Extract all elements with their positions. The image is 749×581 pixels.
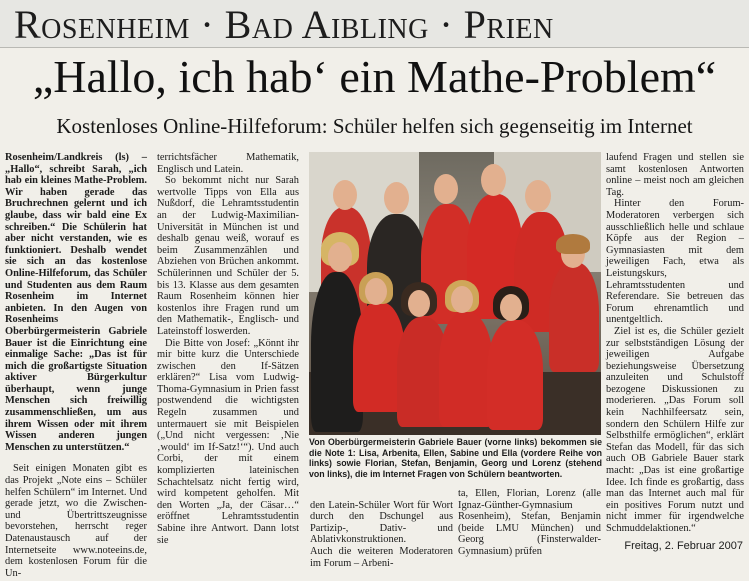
article-paragraph: Seit einigen Monaten gibt es das Projekt „Note eins – Schüler helfen Schülern“ im Internet. Und gerade jetzt, wo die Zwischen- und Übertrittszeugnisse bevorstehen, herrscht reger Datenaustausch auf der Internetseite www.noteeins.de, dem kostenlosen Forum für die Un-	[5, 463, 147, 579]
photo-head	[500, 294, 522, 321]
article-paragraph: den Latein-Schüler Wort für Wort durch den Dschungel aus Partizip-, Dativ- und Ablativkonstruktionen. Auch die weiteren Moderatoren im Forum – Arbeni-	[310, 499, 453, 569]
article-paragraph: So bekommt nicht nur Sarah wertvolle Tipps von Ella aus Nußdorf, die Lehramtsstudentin an der Ludwig-Maximilian-Universität in München ist und deshalb genau weiß, worauf es beim Zusammenzählen und Abziehen von Brüchen ankommt. Schülerinnen und Schüler der 5. bis 13. Klasse aus dem gesamten Raum Rosenheim können hier kostenlos ihre Fragen rund um den Mathematik-, Englisch- und Lateinstoff loswerden.	[157, 175, 299, 337]
photo-hair	[556, 234, 590, 254]
photo-head	[384, 182, 409, 214]
article-paragraph: Ziel ist es, die Schüler gezielt zur selbstständigen Lösung der jeweiligen Aufgabe beziehungsweise Übersetzung anzuleiten und Schulstoff bezogene Diskussionen zu moderieren. „Das Forum soll kein Nachhilfeersatz sein, sondern den Schülern Hilfe zur Selbsthilfe ermöglichen“, erklärt Stefan das Modell, für das sich auch OB Gabriele Bauer stark macht: „Das ist eine großartige Idee. Ich finde es großartig, dass man das Internet auch mal für ein positives Forum nutzt und nicht immer für irgendwelche Schmuddelaktionen.“	[606, 325, 744, 534]
article-lead: Rosenheim/Landkreis (ls) – „Hallo“, schreibt Sarah, „ich hab ein kleines Mathe-Problem. Wir haben gerade das Bruchrechnen gelernt und ich glaube, dass wir bald eine Ex schreiben.“ Die Schülerin hat aber nicht verstanden, wie es funktioniert. Deshalb wendet sie sich an das kostenlose Online-Hilfeforum, das Schüler und Studenten aus dem Raum Rosenheim im Internet anbieten. In den Augen von Rosenheims Oberbürgermeisterin Gabriele Bauer ist die Einrichtung eine einmalige Sache: „Das ist für mich die großartigste Situation aktiver Bürgerkultur überhaupt, wenn junge Menschen sich freiwillig zusammenschließen, um aus ihrem Wissen oder mit ihrem Wissen anderen jungen Menschen zu unterstützen.“	[5, 152, 147, 453]
article-paragraph: Hinter den Forum-Moderatoren verbergen sich ausschließlich helle und schlaue Köpfe aus der Region – Gymnasiasten mit dem jeweiligen Fach, etwa als Leistungskurs, Lehramtsstudenten und Referendare. Sie betreuen das Forum ehrenamtlich und unentgeltlich.	[606, 198, 744, 326]
masthead-title: Rosenheim · Bad Aibling · Prien	[14, 2, 554, 47]
photo-head	[328, 242, 352, 272]
masthead	[0, 0, 749, 48]
photo-caption: Von Oberbürgermeisterin Gabriele Bauer (vorne links) bekommen sie die Note 1: Lisa, Arbenita, Ellen, Sabine und Ella (vordere Reihe von links) sowie Florian, Stefan, Benjamin, Georg und Lorenz (stehend von links), die im Internet Fragen von Schülern beantworten.	[309, 437, 602, 479]
photo-head	[451, 286, 473, 313]
photo-person	[487, 320, 543, 430]
article-column-5	[606, 152, 744, 532]
photo-head	[408, 290, 430, 317]
photo-head	[481, 164, 506, 196]
group-photo	[309, 152, 601, 435]
photo-head	[525, 180, 551, 212]
article-column-2	[157, 152, 299, 546]
article-column-1	[5, 152, 147, 579]
photo-head	[434, 174, 458, 204]
subheadline: Kostenloses Online-Hilfeforum: Schüler helfen sich gegenseitig im Internet	[56, 114, 693, 138]
publication-date: Freitag, 2. Februar 2007	[624, 540, 743, 552]
article-column-3	[310, 488, 453, 569]
headline: „Hallo, ich hab‘ ein Mathe-Problem“	[32, 51, 717, 102]
photo-person	[549, 262, 599, 372]
article-paragraph: Die Bitte von Josef: „Könnt ihr mir bitte kurz die Unterschiede zwischen den If-Sätzen erklären?“ Lisa vom Ludwig-Thoma-Gymnasium in Prien fasst postwendend die wichtigsten Regeln zusammen und untermauert sie mit Beispielen („Und nicht vergessen: ‚Nie ‚would‘ im If-Satz!‘“). Und auch Corbi, der mit einem komplizierten lateinischen Schachtelsatz nicht fertig wird, wird kompetent geholfen. Mit den Worten „Ja, der Cäsar…“ eröffnet Lehramtsstudentin Sabine ihre Antwort. Dann lotst sie	[157, 337, 299, 546]
photo-person	[439, 312, 493, 427]
photo-head	[365, 278, 387, 305]
article-column-4	[458, 488, 601, 558]
article-paragraph: laufend Fragen und stellen sie samt kostenlosen Antworten online – meist noch am gleichen Tag.	[606, 152, 744, 198]
photo-head	[333, 180, 357, 210]
article-paragraph: terrichtsfächer Mathematik, Englisch und Latein.	[157, 152, 299, 175]
article-paragraph: ta, Ellen, Florian, Lorenz (alle Ignaz-Günther-Gymnasium Rosenheim), Stefan, Benjamin (beide LMU München) und Georg (Finsterwalder-Gymnasium) prüfen	[458, 488, 601, 557]
